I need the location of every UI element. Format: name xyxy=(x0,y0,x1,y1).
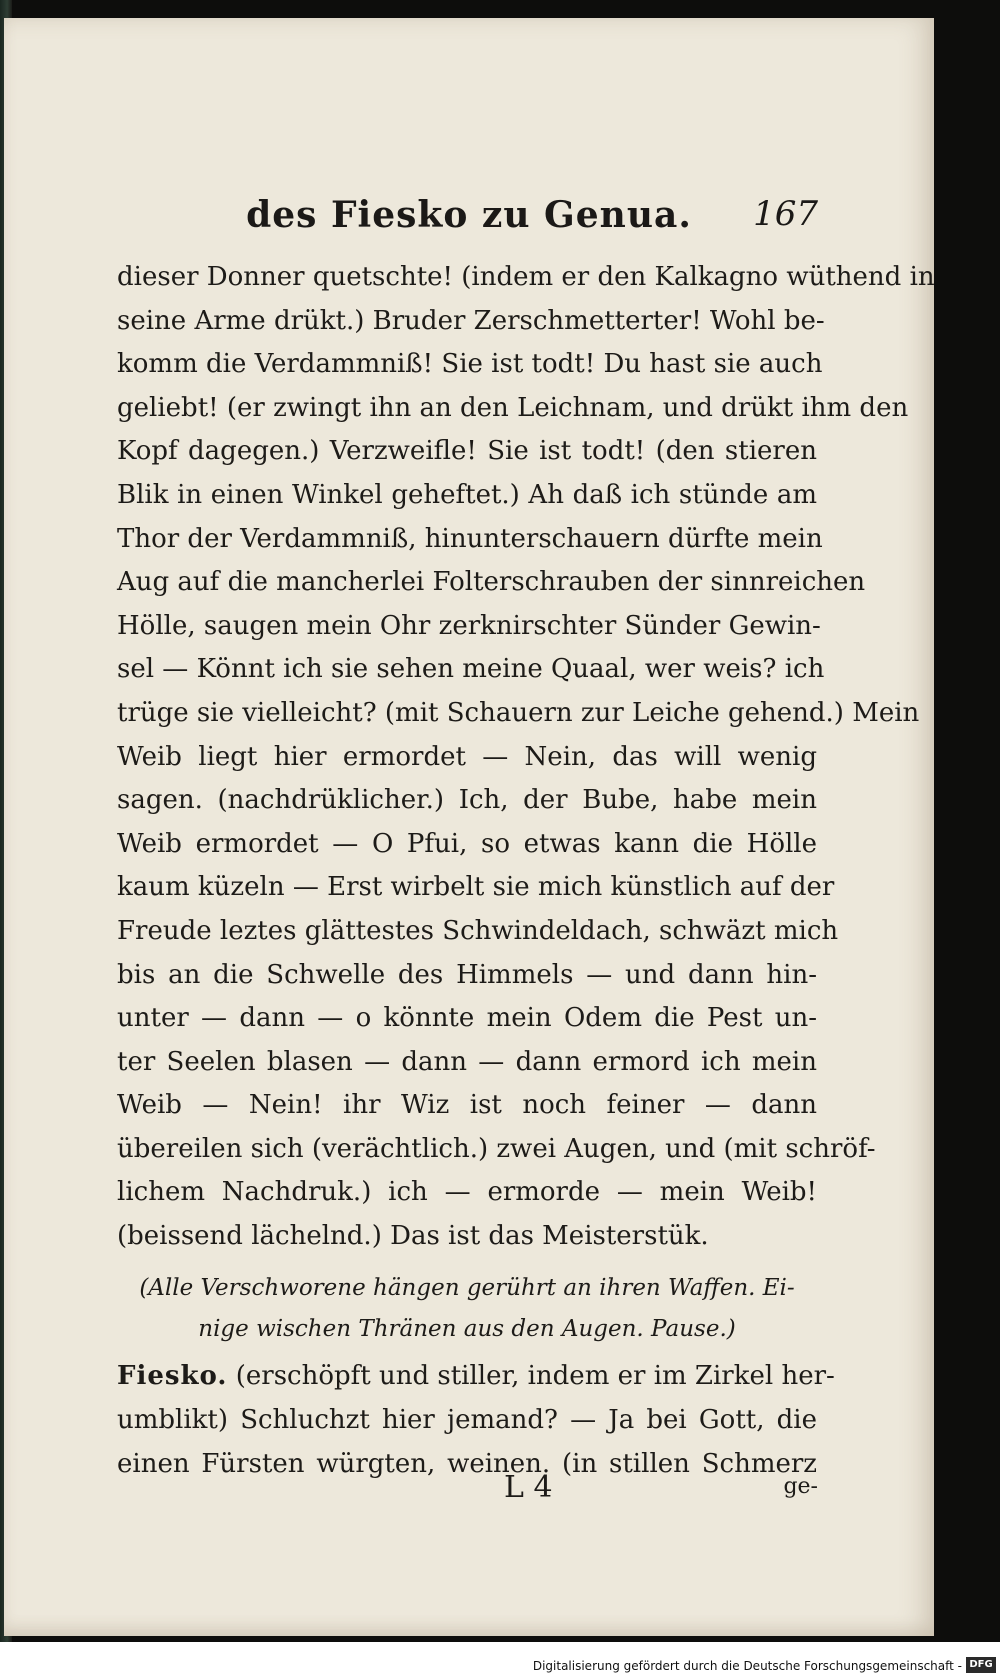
stage-direction-line: nige wischen Thränen aus den Augen. Pause.) xyxy=(198,1316,736,1342)
book-page xyxy=(4,18,934,1636)
stage-direction xyxy=(117,1268,817,1350)
text-line: Thor der Verdammniß, hinunterschauern dürfte mein xyxy=(117,523,823,554)
text-line: sagen. (nachdrüklicher.) Ich, der Bube, habe mein xyxy=(117,785,817,816)
digitization-credit: Digitalisierung gefördert durch die Deutsche Forschungsgemeinschaft - xyxy=(532,1659,962,1673)
text-line: umblikt) Schluchzt hier jemand? — Ja bei Gott, die xyxy=(117,1405,817,1435)
text-line: geliebt! (er zwingt ihn an den Leichnam, und drükt ihm den xyxy=(117,392,909,423)
dfg-logo-icon: DFG xyxy=(966,1657,996,1673)
text-line: Aug auf die mancherlei Folterschrauben der sinnreichen xyxy=(117,567,866,598)
fiesko-speech xyxy=(117,1354,835,1486)
text-line: Blik in einen Winkel geheftet.) Ah daß ich stünde am xyxy=(117,479,817,510)
running-head: des Fiesko zu Genua. xyxy=(246,194,692,236)
stage-direction-line: (Alle Verschworene hängen gerührt an ihren Waffen. Ei- xyxy=(139,1275,795,1301)
credit-bar xyxy=(0,1642,1000,1679)
speech-direction: (erschöpft und stiller, indem er im Zirkel her- xyxy=(235,1361,835,1391)
catchword: ge- xyxy=(783,1474,818,1499)
signature-mark: L 4 xyxy=(504,1470,553,1505)
text-line: trüge sie vielleicht? (mit Schauern zur Leiche gehend.) Mein xyxy=(117,697,920,728)
text-line: ter Seelen blasen — dann — dann ermord ich mein xyxy=(117,1046,817,1077)
text-line: komm die Verdammniß! Sie ist todt! Du hast sie auch xyxy=(117,349,823,380)
text-line: einen Fürsten würgten, weinen. (in stillen Schmerz xyxy=(117,1449,817,1479)
text-line: Kopf dagegen.) Verzweifle! Sie ist todt! (den stieren xyxy=(117,436,817,467)
text-line: Weib — Nein! ihr Wiz ist noch feiner — dann xyxy=(117,1090,817,1121)
speech-first-line xyxy=(117,1354,835,1398)
text-line: sel — Könnt ich sie sehen meine Quaal, wer weis? ich xyxy=(117,654,825,685)
text-line: seine Arme drükt.) Bruder Zerschmetterter! Wohl be- xyxy=(117,305,825,336)
text-line: dieser Donner quetschte! (indem er den Kalkagno wüthend in xyxy=(117,262,935,292)
text-line: (beissend lächelnd.) Das ist das Meisterstük. xyxy=(117,1221,709,1252)
page-header xyxy=(4,194,934,244)
page-footer xyxy=(4,1470,934,1510)
text-line: unter — dann — o könnte mein Odem die Pest un- xyxy=(117,1003,817,1034)
text-line: lichem Nachdruk.) ich — ermorde — mein Weib! xyxy=(117,1177,817,1208)
text-line: übereilen sich (verächtlich.) zwei Augen, und (mit schröf- xyxy=(117,1133,876,1164)
speaker-name: Fiesko. xyxy=(117,1361,228,1391)
text-line: Weib ermordet — O Pfui, so etwas kann die Hölle xyxy=(117,828,817,859)
body-text xyxy=(117,256,935,1259)
text-line: Weib liegt hier ermordet — Nein, das will wenig xyxy=(117,741,817,772)
page-number: 167 xyxy=(753,194,818,234)
text-line: bis an die Schwelle des Himmels — und dann hin- xyxy=(117,959,817,990)
text-line: Hölle, saugen mein Ohr zerknirschter Sünder Gewin- xyxy=(117,610,821,641)
text-line: kaum küzeln — Erst wirbelt sie mich künstlich auf der xyxy=(117,872,835,903)
text-line: Freude leztes glättestes Schwindeldach, schwäzt mich xyxy=(117,915,839,946)
